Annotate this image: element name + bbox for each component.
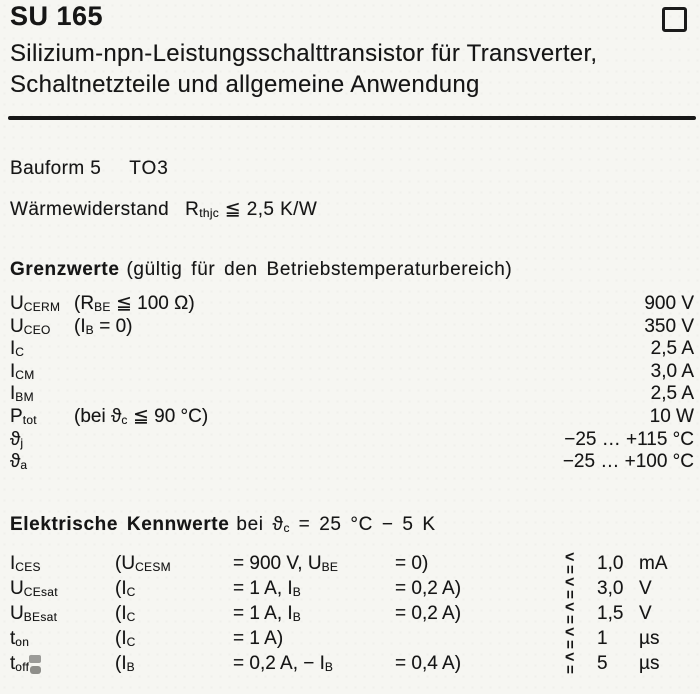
corner-checkbox-icon [662,7,687,32]
symbol-cell: $I_C$ [10,338,25,360]
value-cell: 5 [597,653,608,674]
table-row [10,293,694,316]
value-cell: 350 V [644,315,694,337]
grenzwerte-heading-bold: Grenzwerte [10,259,120,280]
condition-cell [74,451,563,474]
grenzwerte-heading-rest: (gültig für den Betriebstemperaturbereich) [126,259,513,280]
symbol-cell: $P_{tot}$ [10,405,37,427]
condition-symbol-cell: ($I_C$ [115,603,136,624]
symbol-cell: $U_{BEsat}$ [10,603,58,624]
less-equal-icon: < = [560,624,578,649]
grenzwerte-heading [10,259,512,281]
table-row [10,576,694,601]
condition-value-cell: = 0,2 A, − $I_B$ [233,653,334,674]
subtitle-line-2: Schaltnetzteile und allgemeine Anwendung [10,71,480,98]
unit-cell: µs [639,653,660,674]
unit-cell: V [639,603,652,624]
stamp-blob-top [29,655,41,663]
condition-cell: (bei $ϑ_c$ ≦ 90 °C) [74,405,209,427]
table-row [10,429,694,452]
symbol-cell: $t_{off}$ [10,653,30,674]
table-row [10,383,694,406]
condition-value-cell: = 1 A, $I_B$ [233,603,301,624]
value-cell: 2,5 A [650,338,694,360]
page-title: SU 165 [10,1,104,31]
value-cell: 1,0 [597,553,624,574]
characteristics-table [10,551,694,676]
condition-symbol-cell: ($I_C$ [115,578,136,599]
symbol-cell: $U_{CEO}$ [10,315,51,337]
value-cell: −25 … +100 °C [562,451,694,473]
condition-cell [74,383,651,406]
table-row [10,651,694,676]
condition-value2-cell: = 0,2 A) [395,603,462,624]
less-equal-icon: < = [560,549,578,574]
symbol-cell: $I_{CES}$ [10,553,41,574]
less-equal-icon: < = [560,649,578,674]
limits-table [10,293,694,474]
value-cell: −25 … +115 °C [564,428,694,450]
thermal-resistance-value: $R_{thjc}$ ≦ 2,5 K/W [185,199,318,220]
less-equal-icon: < = [560,574,578,599]
unit-cell: µs [639,628,660,649]
condition-value-cell: = 900 V, $U_{BE}$ [233,553,339,574]
package-info [10,158,169,180]
header-divider [8,116,696,120]
value-cell: 2,5 A [650,383,694,405]
value-cell: 3,0 A [650,360,694,382]
kennwerte-heading [10,514,436,536]
thermal-resistance [10,198,317,221]
less-equal-icon: < = [560,599,578,624]
value-cell: 1 [597,628,608,649]
symbol-cell: $ϑ_a$ [10,451,28,473]
table-row [10,451,694,474]
table-row [10,338,694,361]
table-row [10,551,694,576]
thermal-resistance-label: Wärmewiderstand [10,199,170,220]
subtitle-line-1: Silizium-npn-Leistungsschalttransistor für Transverter, [10,40,598,67]
page-subtitle [10,38,597,100]
bauform-label: Bauform 5 [10,158,102,179]
table-row [10,626,694,651]
value-cell: 1,5 [597,603,624,624]
table-row [10,361,694,384]
condition-symbol-cell: ($I_B$ [115,653,135,674]
value-cell: 900 V [644,293,694,314]
condition-value2-cell: = 0) [395,553,429,574]
condition-cell [74,429,564,452]
table-row [10,406,694,429]
symbol-cell: $U_{CERM}$ [10,293,61,314]
value-cell: 3,0 [597,578,624,599]
stamp-mark [29,655,45,677]
condition-symbol-cell: ($I_C$ [115,628,136,649]
table-row [10,601,694,626]
condition-cell: ($R_{BE}$ ≦ 100 Ω) [74,293,195,314]
symbol-cell: $t_{on}$ [10,628,30,649]
condition-cell [74,361,651,384]
condition-cell [74,338,651,361]
bauform-value: TO3 [129,158,169,179]
table-row [10,316,694,339]
symbol-cell: $I_{CM}$ [10,360,35,382]
symbol-cell: $ϑ_j$ [10,428,24,450]
symbol-cell: $I_{BM}$ [10,383,34,405]
stamp-blob-bottom [30,666,41,674]
condition-symbol-cell: ($U_{CESM}$ [115,553,171,574]
condition-value2-cell: = 0,4 A) [395,653,462,674]
condition-value-cell: = 1 A) [233,628,284,649]
unit-cell: V [639,578,652,599]
kennwerte-heading-rest: bei $ϑ_c = 25$ °C − 5 K [236,514,436,535]
value-cell: 10 W [649,405,694,427]
kennwerte-heading-bold: Elektrische Kennwerte [10,514,230,535]
condition-value2-cell: = 0,2 A) [395,578,462,599]
condition-cell: $(I_B = 0)$ [74,315,133,337]
unit-cell: mA [639,553,668,574]
condition-value-cell: = 1 A, $I_B$ [233,578,301,599]
symbol-cell: $U_{CEsat}$ [10,578,58,599]
